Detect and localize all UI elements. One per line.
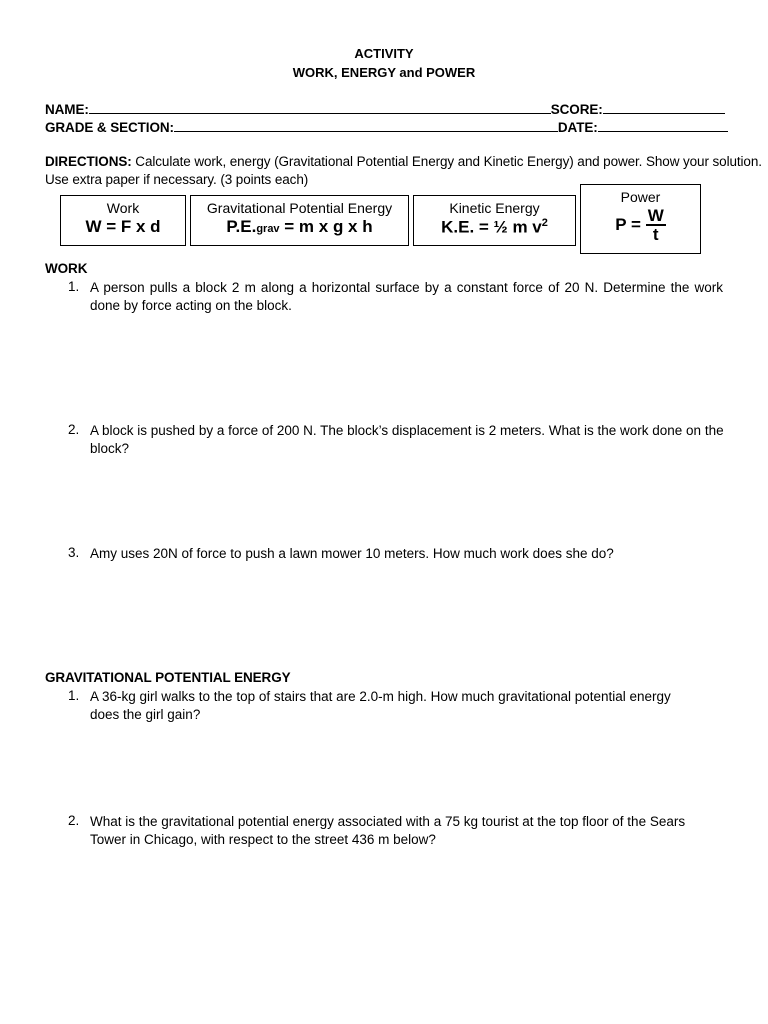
gpe-q2-number: 2. (68, 813, 80, 828)
gpe-formula-prefix: P.E. (226, 217, 257, 236)
power-formula-box (580, 184, 701, 254)
ke-formula-box (413, 195, 576, 246)
work-q1-number: 1. (68, 279, 80, 294)
date-label: DATE: (557, 120, 598, 135)
work-q3-text: Amy uses 20N of force to push a lawn mower 10 meters. How much work does she do? (90, 546, 614, 561)
ke-formula-exponent: 2 (541, 217, 548, 229)
gpe-section-heading: GRAVITATIONAL POTENTIAL ENERGY (45, 670, 291, 685)
power-numerator: W (647, 206, 664, 225)
power-fraction (646, 207, 666, 243)
power-denominator: t (652, 225, 659, 244)
work-formula-title: Work (106, 200, 140, 216)
power-formula (581, 207, 700, 243)
name-label: NAME: (45, 102, 89, 117)
gpe-q1-number: 1. (68, 688, 80, 703)
directions-label: DIRECTIONS: (45, 154, 132, 169)
work-q2-text: A block is pushed by a force of 200 N. The block’s displacement is 2 meters. What is the work done on the block? (90, 423, 724, 456)
grade-section-label: GRADE & SECTION: (45, 120, 174, 135)
ke-formula-main: K.E. = ½ m v (441, 217, 542, 237)
directions-text-1: Calculate work, energy (Gravitational Potential Energy and Kinetic Energy) and power. Show your solution. (131, 154, 762, 169)
power-formula-lhs: P = (615, 215, 641, 234)
power-formula-title: Power (620, 189, 661, 205)
date-field[interactable] (598, 119, 728, 132)
gpe-formula-box (190, 195, 409, 246)
grade-row (45, 119, 728, 135)
worksheet-title: WORK, ENERGY and POWER (292, 65, 476, 80)
work-formula: W = F x d (85, 217, 161, 236)
directions-line-2: Use extra paper if necessary. (3 points each) (45, 172, 309, 187)
work-q3-number: 3. (68, 545, 80, 560)
score-label: SCORE: (550, 102, 603, 117)
gpe-formula (191, 217, 408, 237)
activity-title: ACTIVITY (354, 46, 414, 61)
score-field[interactable] (603, 101, 725, 114)
directions-line-1 (45, 154, 762, 169)
grade-section-field[interactable] (174, 119, 558, 132)
work-q1-text: A person pulls a block 2 m along a horizontal surface by a constant force of 20 N. Determine the work done by force acting on the block. (90, 280, 723, 313)
gpe-formula-subscript: grav (256, 223, 280, 235)
gpe-q2-text: What is the gravitational potential energy associated with a 75 kg tourist at the top floor of the Sears Tower in Chicago, with respect to the street 436 m below? (90, 814, 686, 847)
ke-formula-title: Kinetic Energy (449, 200, 540, 216)
name-row (45, 101, 725, 117)
gpe-q1-text: A 36-kg girl walks to the top of stairs that are 2.0-m high. How much gravitational potential energy does the girl gain? (90, 689, 671, 722)
work-section-heading: WORK (45, 261, 88, 276)
ke-formula (414, 217, 575, 238)
work-q2-number: 2. (68, 422, 80, 437)
name-field[interactable] (89, 101, 551, 114)
gpe-formula-title: Gravitational Potential Energy (206, 200, 393, 216)
gpe-formula-rest: = m x g x h (279, 217, 373, 236)
work-formula-box (60, 195, 186, 246)
